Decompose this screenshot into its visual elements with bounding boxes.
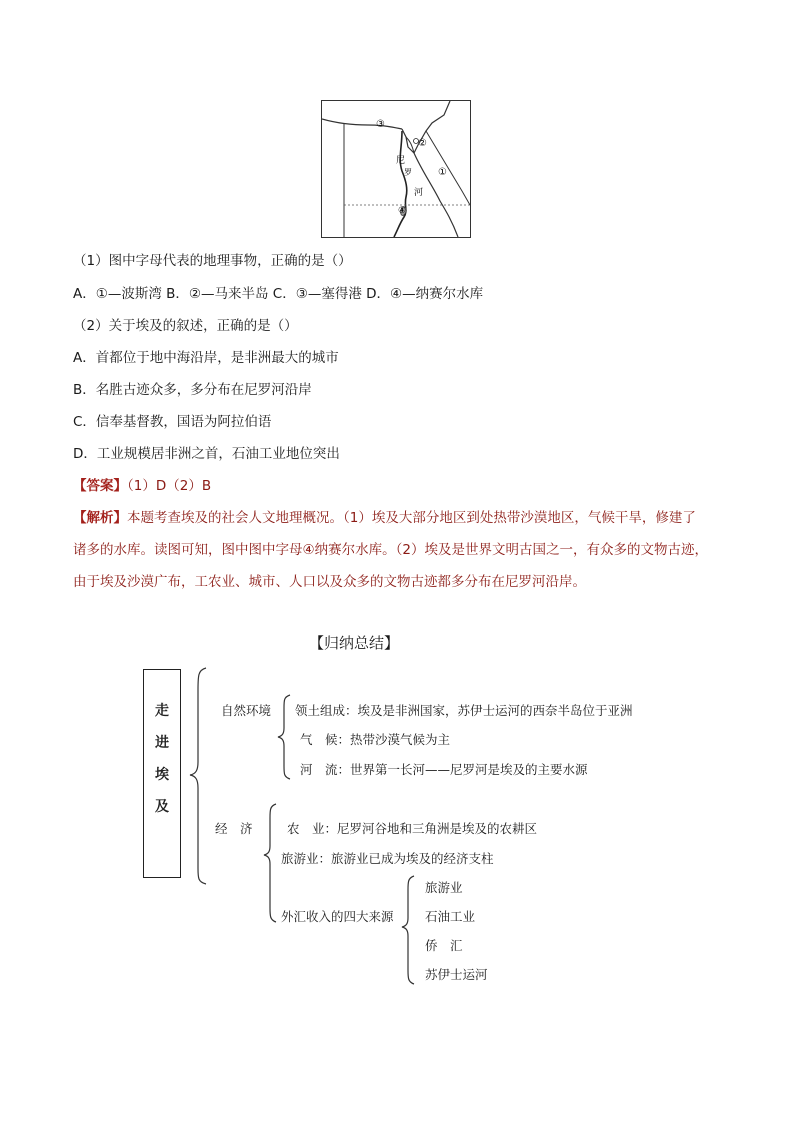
- question2-option-d: D．工业规模居非洲之首，石油工业地位突出: [73, 446, 340, 462]
- root-char-1: 走: [155, 703, 169, 719]
- question2-option-b: B．名胜古迹众多，多分布在尼罗河沿岸: [73, 382, 312, 398]
- map-label-2: ②: [418, 138, 427, 149]
- source-tourism: 旅游业: [425, 880, 463, 895]
- natural-item-territory: 领土组成：埃及是非洲国家，苏伊士运河的西奈半岛位于亚洲: [295, 703, 633, 718]
- map-label-ni: 尼: [396, 156, 406, 166]
- map-label-1: ①: [438, 167, 447, 178]
- economy-label: 经 济: [215, 821, 253, 836]
- question1-options: A．①—波斯湾 B．②—马来半岛 C．③—塞得港 D．④—纳赛尔水库: [73, 286, 484, 302]
- question2-option-a: A．首都位于地中海沿岸，是非洲最大的城市: [73, 350, 339, 366]
- answer-text: （1）D（2）B: [127, 478, 212, 494]
- analysis-text-1: 本题考查埃及的社会人文地理概况。（1）埃及大部分地区到处热带沙漠地区，气候干旱，修建了: [127, 510, 696, 526]
- map-label-luo: 罗: [404, 168, 412, 177]
- answer-label: 【答案】: [73, 478, 127, 494]
- map-label-3: ③: [376, 119, 385, 130]
- source-oil: 石油工业: [425, 909, 476, 924]
- economy-brace: [264, 804, 276, 922]
- economy-item-agriculture: 农 业：尼罗河谷地和三角洲是埃及的农耕区: [287, 821, 538, 836]
- summary-title: 【归纳总结】: [309, 634, 400, 652]
- analysis-text-2: 诸多的水库。读图可知，图中图中字母④纳赛尔水库。（2）埃及是世界文明古国之一，有众多的文物古迹，: [73, 542, 708, 558]
- natural-label: 自然环境: [221, 703, 272, 718]
- question1-stem: （1）图中字母代表的地理事物，正确的是（）: [73, 253, 352, 269]
- analysis-text-3: 由于埃及沙漠广布，工农业、城市、人口以及众多的文物古迹都多分布在尼罗河沿岸。: [73, 574, 586, 590]
- analysis-label: 【解析】: [73, 510, 127, 526]
- question2-stem: （2）关于埃及的叙述，正确的是（）: [73, 318, 298, 334]
- natural-brace: [278, 695, 290, 779]
- root-char-2: 进: [155, 735, 169, 751]
- map-label-he: 河: [414, 188, 424, 198]
- root-char-4: 及: [155, 799, 169, 815]
- economy-item-tourism: 旅游业：旅游业已成为埃及的经济支柱: [281, 851, 494, 866]
- map-label-4: ④: [398, 206, 407, 216]
- natural-item-climate: 气 候：热带沙漠气候为主: [300, 732, 451, 747]
- source-remittance: 侨 汇: [425, 938, 463, 953]
- question2-option-c: C．信奉基督教，国语为阿拉伯语: [73, 414, 272, 430]
- main-brace: [190, 668, 206, 884]
- source-suez: 苏伊士运河: [425, 967, 488, 982]
- root-char-3: 埃: [155, 767, 169, 783]
- natural-item-river: 河 流：世界第一长河——尼罗河是埃及的主要水源: [300, 762, 588, 777]
- sources-brace: [402, 876, 414, 984]
- economy-item-forex: 外汇收入的四大来源: [281, 909, 394, 924]
